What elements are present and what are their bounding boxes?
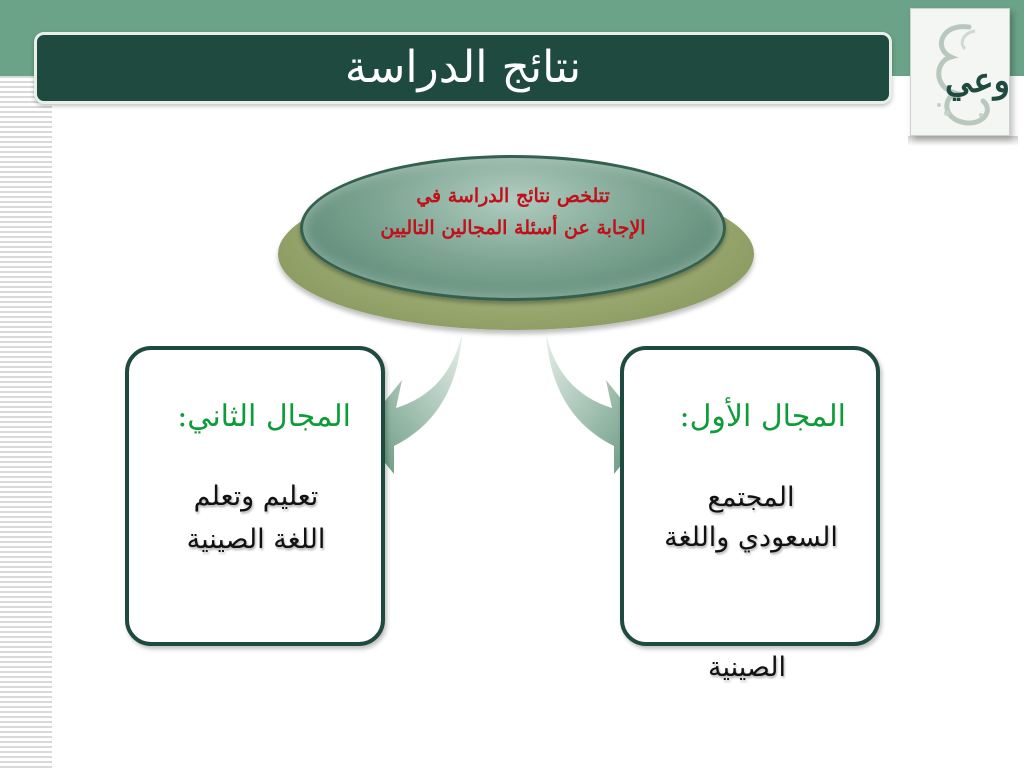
domain-one-title: المجال الأول: xyxy=(679,399,846,434)
domain-one-line-2: السعودي واللغة xyxy=(664,522,838,553)
domain-two-title: المجال الثاني: xyxy=(177,399,351,434)
logo-text: وعي xyxy=(945,61,1011,101)
domain-two-line-2: اللغة الصينية xyxy=(186,524,326,555)
summary-line-2: الإجابة عن أسئلة المجالين التاليين xyxy=(380,217,646,239)
domain-two-box xyxy=(125,346,385,646)
summary-line-1: تتلخص نتائج الدراسة في xyxy=(416,185,610,207)
domain-two-line-1: تعليم وتعلم xyxy=(193,481,319,512)
domain-one-body xyxy=(624,478,878,558)
domain-one-line-1: المجتمع xyxy=(707,482,795,513)
domain-one-box xyxy=(620,346,880,646)
domain-one-line-3: الصينية xyxy=(707,652,787,683)
domain-two-body xyxy=(129,478,383,559)
slide-title: نتائج الدراسة xyxy=(344,42,582,93)
